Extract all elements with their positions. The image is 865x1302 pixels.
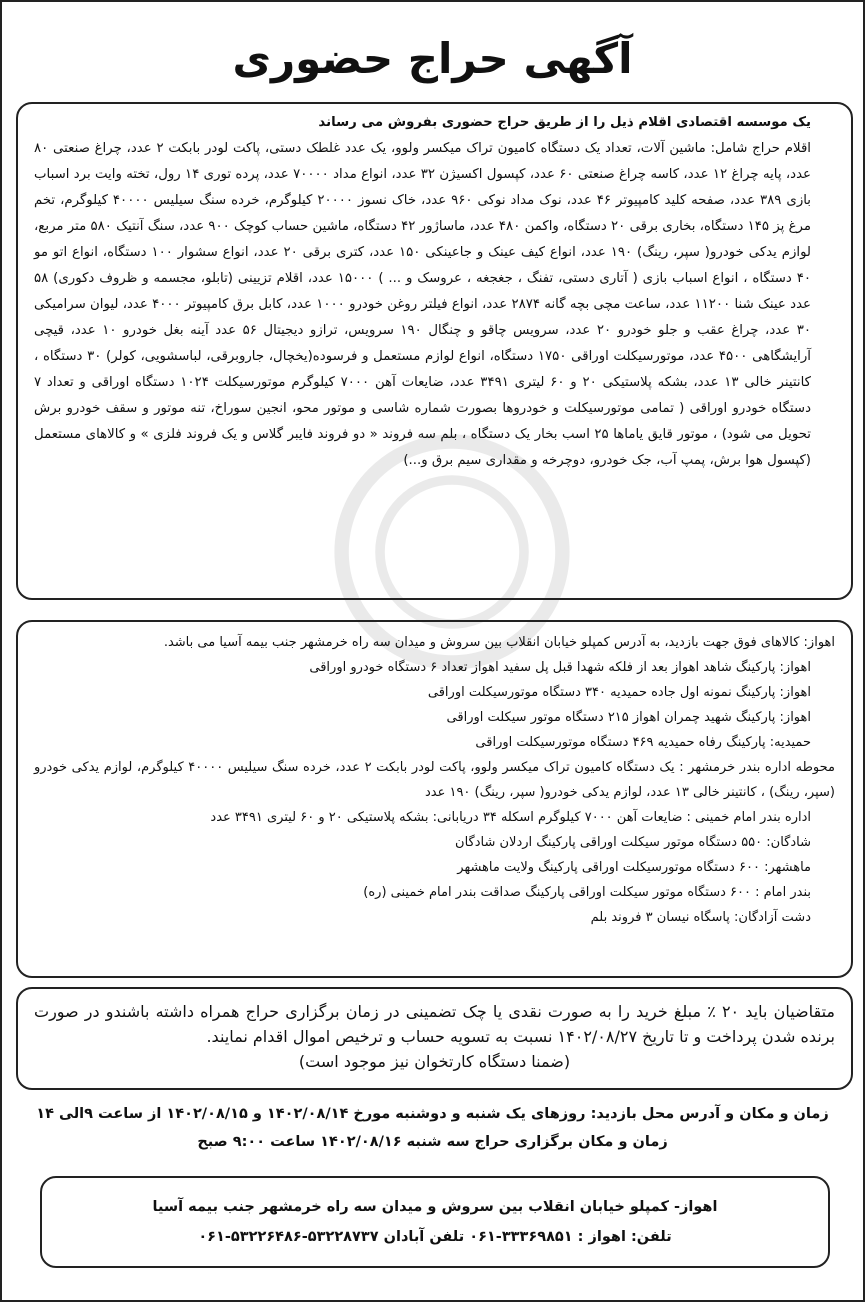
items-list-text: اقلام حراج شامل: ماشین آلات، تعداد یک دستگاه کامیون تراک میکسر ولوو، یک عدد غلطک دستی، پاکت لودر بابکت ۲ عدد، چراغ صنعتی ۸۰ عدد، پایه چراغ ۱۲ عدد، کاسه چراغ صنعتی ۶۰ عدد، کپسول اکسیژن ۳۲ عدد، انواع مداد ۷۰۰۰۰ عدد، پرده توری ۱۴ رول، تخته وایت برد اسباب بازی ۳۸۹ عدد، صفحه کلید کامپیوتر ۴۶ عدد، نوک مداد نوکی ۹۶۰ عدد، خاک نسوز ۲۰۰۰۰ کیلوگرم، خرده سنگ سیلیس ۴۰۰۰۰ کیلوگرم، تخم مرغ پز ۱۴۵ دستگاه، بخاری برقی ۲۰ دستگاه، واکمن ۴۸۰ عدد، ماساژور ۴۲ دستگاه، ماشین حساب کوچک ۹۰۰ عدد، سنگ آنتیک ۵۸۰ متر مربع، لوازم یدکی خودرو( سپر، رینگ) ۱۹۰ عدد، انواع کیف عینک و جاعینکی ۱۵۰ عدد، کتری برقی ۲۰ عدد، انواع سشوار ۱۰۰ دستگاه، انواع اتو مو ۴۰ دستگاه ، انواع اسباب بازی ( آتاری دستی، تفنگ ، جغجغه ، عروسک و ... ) ۱۵۰۰۰ عدد، اقلام تزیینی (تابلو، مجسمه و ظروف دکوری) ۵۸ عدد عینک شنا ۱۱۲۰۰ عدد، ساعت مچی بچه گانه ۲۸۷۴ عدد، انواع فیلتر روغن خودرو ۱۰۰۰ عدد، کابل برق کامپیوتر ۴۰۰۰ عدد، لیوان سرامیکی ۳۰ عدد، چراغ عقب و جلو خودرو ۲۰ عدد، سرویس چاقو و چنگال ۱۹۰ سرویس، ترازو دیجیتال ۵۶ عدد آینه بغل خودرو ۱۰ عدد، قیچی آرایشگاهی ۴۵۰۰ عدد، موتورسیکلت اوراقی ۱۷۵۰ دستگاه، انواع لوازم مستعمل و فرسوده(یخچال، جاروبرقی، لباسشویی، کولر) ۳۰ دستگاه ، کانتینر خالی ۱۳ عدد، بشکه پلاستیکی ۲۰ و ۶۰ لیتری ۳۴۹۱ عدد، ضایعات آهن ۷۰۰۰ کیلوگرم موتورسیکلت ۱۰۲۴ دستگاه اوراقی و تعداد ۷ دستگاه خودرو اوراقی ( تمامی موتورسیکلت و خودروها بصورت شماره شاسی و موتور محو، انجین سوراخ، تنه موتور و سقف خودرو برش تحویل می شود) ، موتور قایق یاماها ۲۵ اسب بخار یک دستگاه ، بلم سه فروند « دو فروند فایبر گلاس و یک فروند فلزی » و کالاهای مستعمل (کپسول هوا برش، پمپ آب، جک خودرو، دوچرخه و مقداری سیم برق و...) — [34, 141, 811, 468]
deposit-terms-box — [16, 987, 853, 1090]
items-intro: یک موسسه اقتصادی اقلام ذیل را از طریق حراج حضوری بفروش می رساند — [318, 115, 811, 130]
page-title: آگهی حراج حضوری — [232, 34, 633, 83]
auction-items-box — [16, 102, 853, 600]
location-line: اهواز: پارکینگ نمونه اول جاده حمیدیه ۳۴۰ دستگاه موتورسیکلت اوراقی — [427, 685, 811, 700]
location-line: بندر امام : ۶۰۰ دستگاه موتور سیکلت اوراقی پارکینگ صداقت بندر امام خمینی (ره) — [363, 885, 811, 900]
deposit-text: متقاضیان باید ۲۰ ٪ مبلغ خرید را به صورت نقدی یا چک تضمینی در زمان برگزاری حراج همراه داشته باشندو در صورت برنده شدن پرداخت و تا تاریخ ۱۴۰۲/۰۸/۲۷ نسبت به تسویه حساب و ترخیص اموال اقدام نمایند. — [34, 1002, 835, 1046]
location-line: محوطه اداره بندر خرمشهر : یک دستگاه کامیون تراک میکسر ولوو، پاکت لودر بابکت ۲ عدد، خرده سنگ سیلیس ۴۰۰۰۰ کیلوگرم، لوازم یدکی خودرو (سپر، رینگ) ، کانتینر خالی ۱۳ عدد، لوازم یدکی خودرو( سپر، رینگ) ۱۹۰ عدد — [34, 760, 835, 800]
contact-box — [40, 1176, 830, 1268]
locations-intro: اهواز: کالاهای فوق جهت بازدید، به آدرس کمپلو خیابان انقلاب بین سروش و میدان سه راه خرمشهر جنب بیمه آسیا می باشد. — [163, 635, 835, 650]
viewing-locations-box — [16, 620, 853, 978]
location-line: دشت آزادگان: پاسگاه نیسان ۳ فروند بلم — [590, 910, 811, 925]
visit-time: زمان و مکان و آدرس محل بازدید: روزهای یک شنبه و دوشنبه مورخ ۱۴۰۲/۰۸/۱۴ و ۱۴۰۲/۰۸/۱۵ از ساعت ۹الی ۱۴ — [36, 1106, 829, 1122]
location-line: اداره بندر امام خمینی : ضایعات آهن ۷۰۰۰ کیلوگرم اسکله ۳۴ دریابانی: بشکه پلاستیکی ۲۰ و ۶۰ لیتری ۳۴۹۱ عدد — [210, 810, 811, 825]
contact-address: اهواز- کمپلو خیابان انقلاب بین سروش و میدان سه راه خرمشهر جنب بیمه آسیا — [152, 1199, 718, 1215]
schedule-block — [16, 1100, 849, 1156]
location-line: اهواز: پارکینگ شاهد اهواز بعد از فلکه شهدا قبل پل سفید اهواز تعداد ۶ دستگاه خودرو اوراقی — [309, 660, 811, 675]
location-line: حمیدیه: پارکینگ رفاه حمیدیه ۴۶۹ دستگاه موتورسیکلت اوراقی — [475, 735, 811, 750]
auction-time: زمان و مکان برگزاری حراج سه شنبه ۱۴۰۲/۰۸/۱۶ ساعت ۹:۰۰ صبح — [197, 1134, 668, 1150]
location-line: اهواز: پارکینگ شهید چمران اهواز ۲۱۵ دستگاه موتور سیکلت اوراقی — [446, 710, 811, 725]
location-line: شادگان: ۵۵۰ دستگاه موتور سیکلت اوراقی پارکینگ اردلان شادگان — [455, 835, 811, 850]
location-line: ماهشهر: ۶۰۰ دستگاه موتورسیکلت اوراقی پارکینگ ولایت ماهشهر — [457, 860, 811, 875]
contact-phones: تلفن: اهواز : ۳۳۳۶۹۸۵۱-۰۶۱ تلفن آبادان ۵۳۲۲۸۷۳۷-۵۳۲۲۶۴۸۶-۰۶۱ — [198, 1229, 672, 1245]
card-reader-note: (ضمنا دستگاه کارتخوان نیز موجود است) — [298, 1052, 571, 1071]
